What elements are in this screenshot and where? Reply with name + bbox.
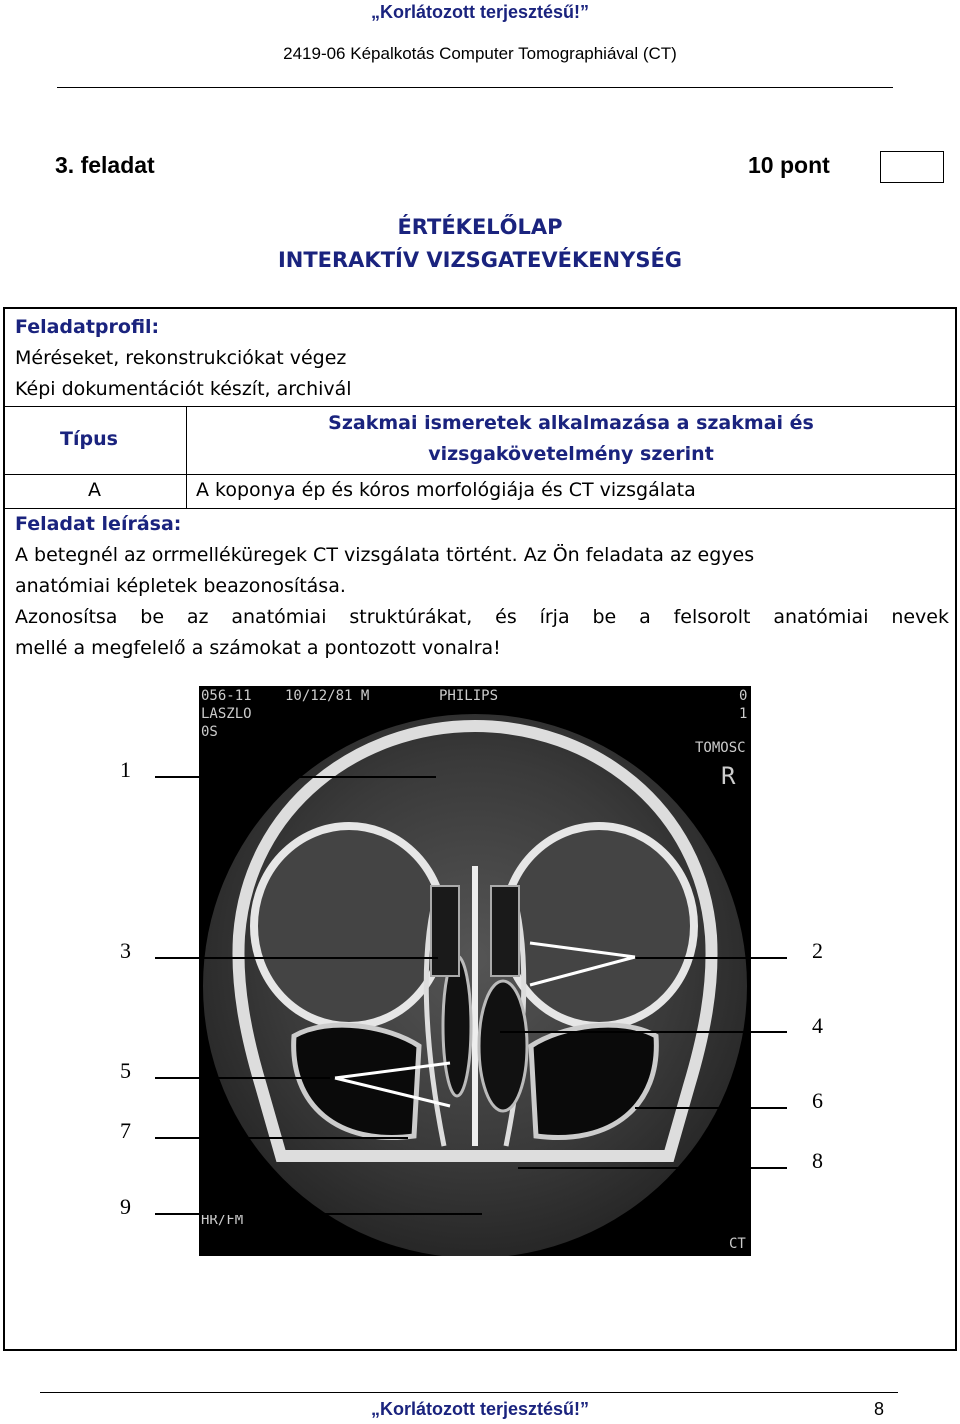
type-desc-line-1: Szakmai ismeretek alkalmazása a szakmai és	[328, 412, 814, 434]
description-p1-line-1: A betegnél az orrmelléküregek CT vizsgálata történt. Az Ön feladata az egyes	[15, 544, 755, 566]
leader-2-fork	[525, 940, 640, 990]
label-8: 8	[812, 1148, 823, 1173]
profile-line-2: Képi dokumentációt készít, archivál	[15, 378, 352, 400]
ct-right-1: 1	[739, 706, 748, 722]
header-divider	[57, 87, 893, 88]
label-3: 3	[120, 938, 131, 963]
label-4: 4	[812, 1013, 823, 1038]
leader-2	[635, 957, 787, 959]
header-restriction: „Korlátozott terjesztésű!”	[370, 2, 590, 22]
description-label: Feladat leírása:	[15, 513, 182, 535]
leader-8	[518, 1167, 787, 1169]
leader-4	[500, 1031, 787, 1033]
ct-vendor: PHILIPS	[439, 688, 499, 704]
ct-id: 056-11	[201, 688, 252, 704]
ct-right-0: 0	[739, 688, 748, 704]
header-subtitle: 2419-06 Képalkotás Computer Tomographiával (CT)	[283, 44, 677, 63]
row-divider-3	[5, 508, 955, 509]
label-6: 6	[812, 1088, 823, 1113]
a-letter: A	[88, 479, 101, 501]
label-5: 5	[120, 1058, 131, 1083]
description-p2-line-1: Azonosítsa be az anatómiai struktúrákat, és írja be a felsorolt anatómiai nevek	[15, 606, 949, 628]
page-number: 8	[874, 1399, 885, 1419]
leader-3	[155, 957, 438, 959]
ct-modality: CT	[729, 1236, 746, 1252]
task-label: 3. feladat	[55, 152, 155, 178]
leader-1	[155, 776, 436, 778]
ct-patient: LASZLO	[201, 706, 252, 722]
page-subtitle: INTERAKTÍV VIZSGATEVÉKENYSÉG	[277, 248, 683, 272]
leader-5	[155, 1077, 330, 1079]
ct-code: 0S	[201, 724, 218, 740]
description-p1-line-2: anatómiai képletek beazonosítása.	[15, 575, 346, 597]
profile-line-1: Méréseket, rekonstrukciókat végez	[15, 347, 347, 369]
row-divider-2	[5, 474, 955, 475]
label-1: 1	[120, 757, 131, 782]
label-7: 7	[120, 1118, 131, 1143]
leader-6	[635, 1107, 787, 1109]
row-divider-1	[5, 406, 955, 407]
leader-9	[155, 1213, 482, 1215]
ct-tomo: TOMOSC	[695, 740, 746, 756]
score-input-box[interactable]	[880, 151, 944, 183]
leader-7	[155, 1137, 408, 1139]
footer-restriction: „Korlátozott terjesztésű!”	[370, 1399, 590, 1419]
profile-label: Feladatprofil:	[15, 316, 160, 338]
description-p2-line-2: mellé a megfelelő a számokat a pontozott vonalra!	[15, 637, 501, 659]
type-label: Típus	[60, 428, 118, 450]
a-text: A koponya ép és kóros morfológiája és CT vizsgálata	[196, 479, 696, 501]
ct-date: 10/12/81 M	[285, 688, 370, 704]
ct-filter: HR/FM	[201, 1212, 244, 1228]
task-points: 10 pont	[748, 152, 830, 178]
footer-divider	[40, 1392, 898, 1393]
page-title: ÉRTÉKELŐLAP	[397, 215, 563, 239]
label-9: 9	[120, 1194, 131, 1219]
type-desc-line-2: vizsgakövetelmény szerint	[428, 443, 714, 465]
ct-orientation: R	[721, 762, 736, 790]
ct-scan-image	[199, 686, 751, 1256]
leader-5-fork	[330, 1060, 455, 1110]
label-2: 2	[812, 938, 823, 963]
ct-scan-drawing	[199, 686, 751, 1256]
